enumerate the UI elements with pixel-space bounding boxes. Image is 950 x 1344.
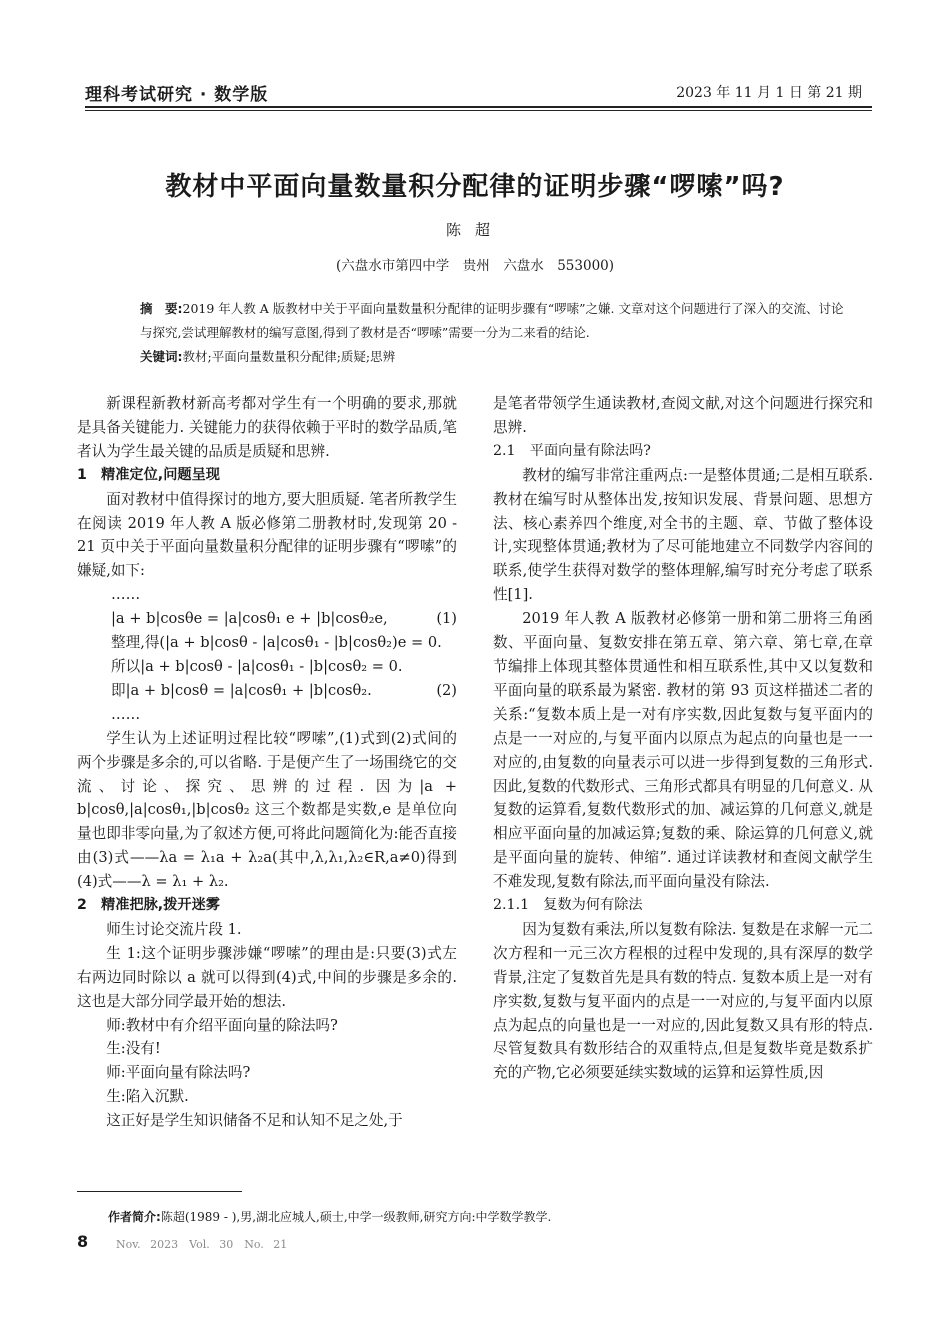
abstract-text: 2019 年人教 A 版教材中关于平面向量数量积分配律的证明步骤有“啰嗦”之嫌. 文章对这个问题进行了深入的交流、讨论与探究,尝试理解教材的编写意图,得到了教材是否“啰嗦”需要一分为二来看的结论. xyxy=(140,301,844,340)
section-heading-1: 1 精准定位,问题呈现 xyxy=(77,466,220,483)
paragraph: 师:教材中有介绍平面向量的除法吗? xyxy=(106,1016,338,1034)
issue-date: 2023 年 11 月 1 日 第 21 期 xyxy=(676,85,862,101)
header-rule-thick xyxy=(85,106,872,108)
equation-2 xyxy=(77,679,457,703)
paragraph: 因为复数有乘法,所以复数有除法. 复数是在求解一元二次方程和一元三次方程根的过程中发现的,具有深厚的数学背景,注定了复数首先是具有数的特点. 复数本质上是一对有序实数,复数与复平面内的点是一一对应的,与复平面内以原点为起点的向量也是一一对应的,因此复数又具有形的特点. 尽管复数具有数形结合的双重特点,但是复数毕竟是数系扩充的产物,它必须要延续实数域的运算和运算性质,因 xyxy=(493,920,873,1082)
equation-2-number: (2) xyxy=(436,681,457,699)
equation-step-body: 整理,得(|a + b|cosθ - |a|cosθ₁ - |b|cosθ₂)e = 0. xyxy=(111,634,442,652)
paragraph: 学生认为上述证明过程比较“啰嗦”,(1)式到(2)式间的两个步骤是多余的,可以省略. 于是便产生了一场围绕它的交流、讨论、探究、思辨的过程. 因为|a + b|cosθ,|a|cosθ₁,|b|cosθ₂ 这三个数都是实数,e 是单位向量也即非零向量,为了叙述方便,可将此问题简化为:能否直接由(3)式——λa = λ₁a + λ₂a(其中,λ,λ₁,λ₂∈R,a≠0)得到(4)式——λ = λ₁ + λ₂. xyxy=(77,729,457,891)
right-column xyxy=(493,392,873,1085)
subsection-heading-2-1: 2.1 平面向量有除法吗? xyxy=(493,442,651,459)
paragraph: 新课程新教材新高考都对学生有一个明确的要求,那就是具备关键能力. 关键能力的获得依赖于平时的数学品质,笔者认为学生最关键的品质是质疑和思辨. xyxy=(77,395,457,460)
equation-1-body: |a + b|cosθe = |a|cosθ₁ e + |b|cosθ₂e, xyxy=(111,610,388,628)
paragraph: 生:没有! xyxy=(106,1040,161,1058)
equation-step-body: 所以|a + b|cosθ - |a|cosθ₁ - |b|cosθ₂ = 0. xyxy=(111,657,403,675)
paragraph: 生 1:这个证明步骤涉嫌“啰嗦”的理由是:只要(3)式左右两边同时除以 a 就可以得到(4)式,中间的步骤是多余的. 这也是大部分同学最开始的想法. xyxy=(77,944,457,1010)
footnote-label: 作者简介: xyxy=(108,1210,161,1224)
journal-name: 理科考试研究 · 数学版 xyxy=(85,85,269,105)
author-footnote xyxy=(108,1208,551,1225)
ellipsis: …… xyxy=(111,586,141,604)
paragraph: 师生讨论交流片段 1. xyxy=(106,920,242,938)
equation-2-body: 即|a + b|cosθ = |a|cosθ₁ + |b|cosθ₂. xyxy=(111,681,372,699)
paragraph: 面对教材中值得探讨的地方,要大胆质疑. 笔者所教学生在阅读 2019 年人教 A 版必修第二册教材时,发现第 20 - 21 页中关于平面向量数量积分配律的证明步骤有“啰嗦”的嫌疑,如下: xyxy=(77,490,457,580)
keywords xyxy=(140,345,845,369)
keywords-label: 关键词: xyxy=(140,349,183,364)
author-name: 陈超 xyxy=(445,221,504,239)
paragraph: 生:陷入沉默. xyxy=(106,1088,189,1106)
paragraph: 教材的编写非常注重两点:一是整体贯通;二是相互联系. 教材在编写时从整体出发,按知识发展、背景问题、思想方法、核心素养四个维度,对全书的主题、章、节做了整体设计,实现整体贯通;教材为了尽可能地建立不同数学内容间的联系,使学生获得对数学的整体理解,编写时充分考虑了联系性[1]. xyxy=(493,466,873,604)
author-affiliation: (六盘水市第四中学 贵州 六盘水 553000) xyxy=(335,258,615,274)
abstract-label: 摘 要: xyxy=(140,301,183,316)
left-column xyxy=(77,392,457,1133)
paragraph: 是笔者带领学生通读教材,查阅文献,对这个问题进行探究和思辨. xyxy=(493,395,873,436)
equation-step xyxy=(77,631,457,655)
abstract-block xyxy=(140,297,845,369)
abstract xyxy=(140,297,845,345)
keywords-text: 教材;平面向量数量积分配律;质疑;思辨 xyxy=(182,349,396,364)
subsection-heading-2-1-1: 2.1.1 复数为何有除法 xyxy=(493,897,643,914)
paragraph: 师:平面向量有除法吗? xyxy=(106,1064,251,1082)
article-title: 教材中平面向量数量积分配律的证明步骤“啰嗦”吗? xyxy=(165,172,785,202)
footnote-rule xyxy=(77,1191,242,1192)
equation-1 xyxy=(77,607,457,631)
paragraph: 这正好是学生知识储备不足和认知不足之处,于 xyxy=(106,1112,403,1130)
header-rule-thin xyxy=(85,110,872,111)
footnote-text: 陈超(1989 - ),男,湖北应城人,硕士,中学一级教师,研究方向:中学数学教学. xyxy=(160,1210,552,1224)
equation-1-number: (1) xyxy=(436,610,457,628)
ellipsis: …… xyxy=(111,705,141,723)
section-heading-2: 2 精准把脉,拨开迷雾 xyxy=(77,897,220,914)
page-number: 8 xyxy=(77,1232,89,1251)
page-info: Nov. 2023 Vol. 30 No. 21 xyxy=(116,1238,288,1251)
equation-step xyxy=(77,655,457,679)
paragraph: 2019 年人教 A 版教材必修第一册和第二册将三角函数、平面向量、复数安排在第五章、第六章、第七章,在章节编排上体现其整体贯通性和相互联系性,其中又以复数和平面向量的联系最为紧密. 教材的第 93 页这样描述二者的关系:“复数本质上是一对有序实数,因此复数与复平面内的点是一一对应的,与复平面内以原点为起点的向量也是一一对应的,由复数的向量表示可以进一步得到复数的三角形式. 因此,复数的代数形式、三角形式都具有明显的几何意义. 从复数的运算看,复数代数形式的加、减运算的几何意义,就是相应平面向量的加减运算;复数的乘、除运算的几何意义,就是平面向量的旋转、伸缩”. 通过详读教材和查阅文献学生不难发现,复数有除法,而平面向量没有除法. xyxy=(493,610,873,891)
